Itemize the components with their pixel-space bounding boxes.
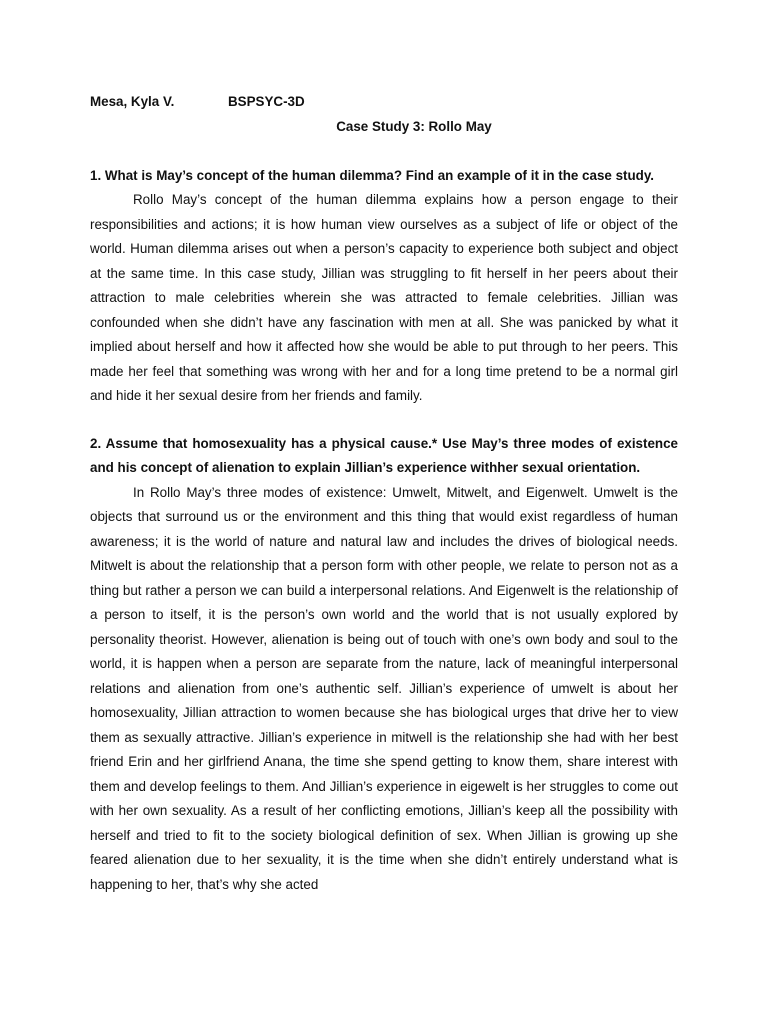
student-section: BSPSYC-3D <box>228 94 305 109</box>
answer-1: Rollo May’s concept of the human dilemma explains how a person engage to their responsibilities and actions; it is how human view ourselves as a subject of life or object of the world. Human dilemma arises out when a person’s capacity to experience both subject and object at the same time. In this case study, Jillian was struggling to fit herself in her peers about their attraction to male celebrities wherein she was attracted to female celebrities. Jillian was confounded when she didn’t have any fascination with men at all. She was panicked by what it implied about herself and how it affected how she would be able to put through to her peers. This made her feel that something was wrong with her and for a long time pretend to be a normal girl and hide it her sexual desire from her friends and family. <box>90 192 678 403</box>
document-header <box>90 90 678 115</box>
question-1: 1. What is May’s concept of the human dilemma? Find an example of it in the case study. <box>90 167 655 183</box>
document-page <box>90 90 678 897</box>
student-name: Mesa, Kyla V. <box>90 94 175 109</box>
document-title: Case Study 3: Rollo May <box>336 118 492 134</box>
question-2: 2. Assume that homosexuality has a physical cause.* Use May’s three modes of existence and his concept of alienation to explain Jillian’s experience withher sexual orientation. <box>90 435 678 475</box>
answer-2: In Rollo May’s three modes of existence: Umwelt, Mitwelt, and Eigenwelt. Umwelt is the objects that surround us or the environment and this thing that would exist regardless of human awareness; it is the world of nature and natural law and includes the drives of biological needs. Mitwelt is about the relationship that a person form with other people, we relate to person not as a thing but rather a person we can build a interpersonal relations. And Eigenwelt is the relationship of a person to itself, it is the person’s own world and the world that is not usually explored by personality theorist. However, alienation is being out of touch with one’s own body and soul to the world, it is happen when a person are separate from the nature, lack of meaningful interpersonal relations and alienation from one’s authentic self. Jillian’s experience of umwelt is about her homosexuality, Jillian attraction to women because she has biological urges that drive her to view them as sexually attractive. Jillian’s experience in mitwell is the relationship she had with her best friend Erin and her girlfriend Anana, the time she spend getting to know them, share interest with them and develop feelings to them. And Jillian’s experience in eigewelt is her struggles to come out with her own sexuality. As a result of her conflicting emotions, Jillian’s keep all the possibility with herself and tried to fit to the society biological definition of sex. When Jillian is growing up she feared alienation due to her sexuality, it is the time when she didn’t entirely understand what is happening to her, that’s why she acted <box>90 484 678 892</box>
